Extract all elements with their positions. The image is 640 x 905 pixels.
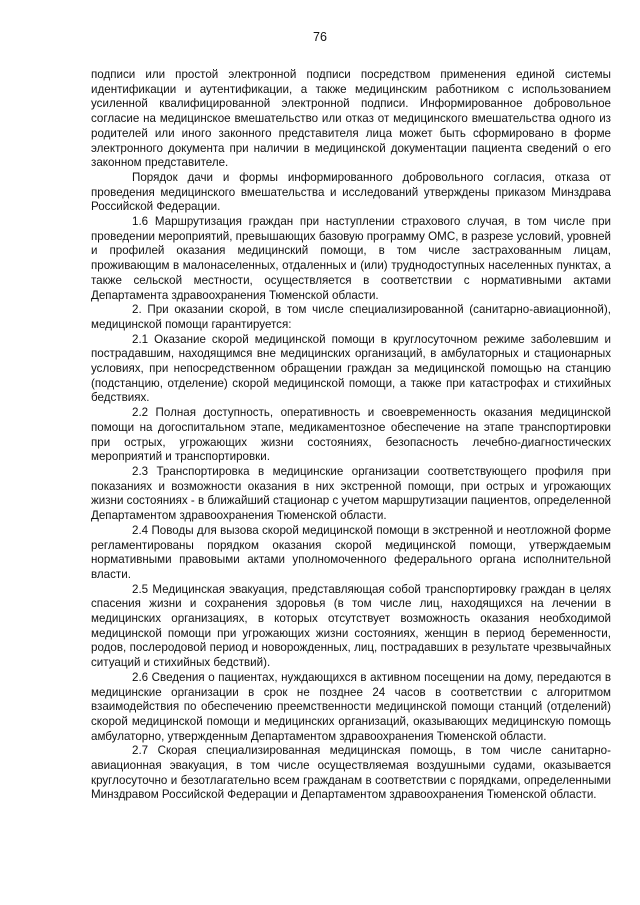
document-body — [91, 68, 611, 803]
paragraph-1-6: 1.6 Маршрутизация граждан при наступлении страхового случая, в том числе при проведении мероприятий, превышающих базовую программу ОМС, в разрезе условий, уровней и профилей оказания медицинский помощи, в том числе застрахованным лицам, проживающим в малонаселенных, отдаленных и (или) труднодоступных населенных пунктах, а также сельской местности, осуществляется в соответствии с нормативными актами Департамента здравоохранения Тюменской области. — [91, 215, 612, 302]
paragraph-2-3: 2.3 Транспортировка в медицинские организации соответствующего профиля при показаниях и возможности оказания в них экстренной помощи, при острых и угрожающих жизни состояниях - в ближайший стационар с учетом маршрутизации пациентов, определенной Департаментом здравоохранения Тюменской области. — [91, 464, 611, 523]
paragraph-2: 2. При оказании скорой, в том числе специализированной (санитарно-авиационной), медицинской помощи гарантируется: — [91, 303, 611, 331]
paragraph-consent-procedure: Порядок дачи и формы информированного добровольного согласия, отказа от проведения медицинского вмешательства и исследований утверждены приказом Минздрава Российской Федерации. — [91, 170, 611, 214]
paragraph-2-2: 2.2 Полная доступность, оперативность и своевременность оказания медицинской помощи на догоспитальном этапе, медикаментозное обеспечение на этапе транспортировки при острых, угрожающих жизни состояниях, безопасность лечебно-диагностических мероприятий и транспортировки. — [91, 406, 611, 464]
page-number: 76 — [313, 30, 327, 44]
paragraph-continuation: подписи или простой электронной подписи посредством применения единой системы идентификации и аутентификации, а также медицинским работником с использованием усиленной квалифицированной электронной подписи. Информированное добровольное согласие на медицинское вмешательство или отказ от медицинского вмешательства одного из родителей или иного законного представителя лица может быть сформировано в форме электронного документа при наличии в медицинской документации пациента сведений о его законном представителе. — [91, 68, 611, 170]
paragraph-2-7: 2.7 Скорая специализированная медицинская помощь, в том числе санитарно-авиационная эвакуация, в том числе осуществляемая воздушными судами, оказывается круглосуточно и безотлагательно всем гражданам в соответствии с порядками, определенными Минздравом Российской Федерации и Департаментом здравоохранения Тюменской области. — [91, 744, 611, 802]
paragraph-2-4: 2.4 Поводы для вызова скорой медицинской помощи в экстренной и неотложной форме регламентированы порядком оказания скорой медицинской помощи, утверждаемым нормативными правовыми актами уполномоченного федерального органа исполнительной власти. — [91, 523, 611, 581]
paragraph-2-6: 2.6 Сведения о пациентах, нуждающихся в активном посещении на дому, передаются в медицинские организации в срок не позднее 24 часов в соответствии с алгоритмом взаимодействия по обеспечению преемственности медицинской помощи станций (отделений) скорой медицинской помощи и медицинских организаций, оказывающих медицинскую помощь амбулаторно, утвержденным Департаментом здравоохранения Тюменской области. — [91, 670, 611, 743]
paragraph-2-1: 2.1 Оказание скорой медицинской помощи в круглосуточном режиме заболевшим и пострадавшим, находящимся вне медицинских организаций, в амбулаторных и стационарных условиях, при непосредственном обращении граждан за медицинской помощью на станцию (подстанцию, отделение) скорой медицинской помощи, а также при катастрофах и стихийных бедствиях. — [91, 332, 611, 405]
paragraph-2-5: 2.5 Медицинская эвакуация, представляющая собой транспортировку граждан в целях спасения жизни и сохранения здоровья (в том числе лиц, находящихся на лечении в медицинских организациях, в которых отсутствует возможность оказания необходимой медицинской помощи при угрожающих жизни состояниях, женщин в период беременности, родов, послеродовой период и новорожденных, лиц, пострадавших в результате чрезвычайных ситуаций и стихийных бедствий). — [91, 582, 611, 670]
